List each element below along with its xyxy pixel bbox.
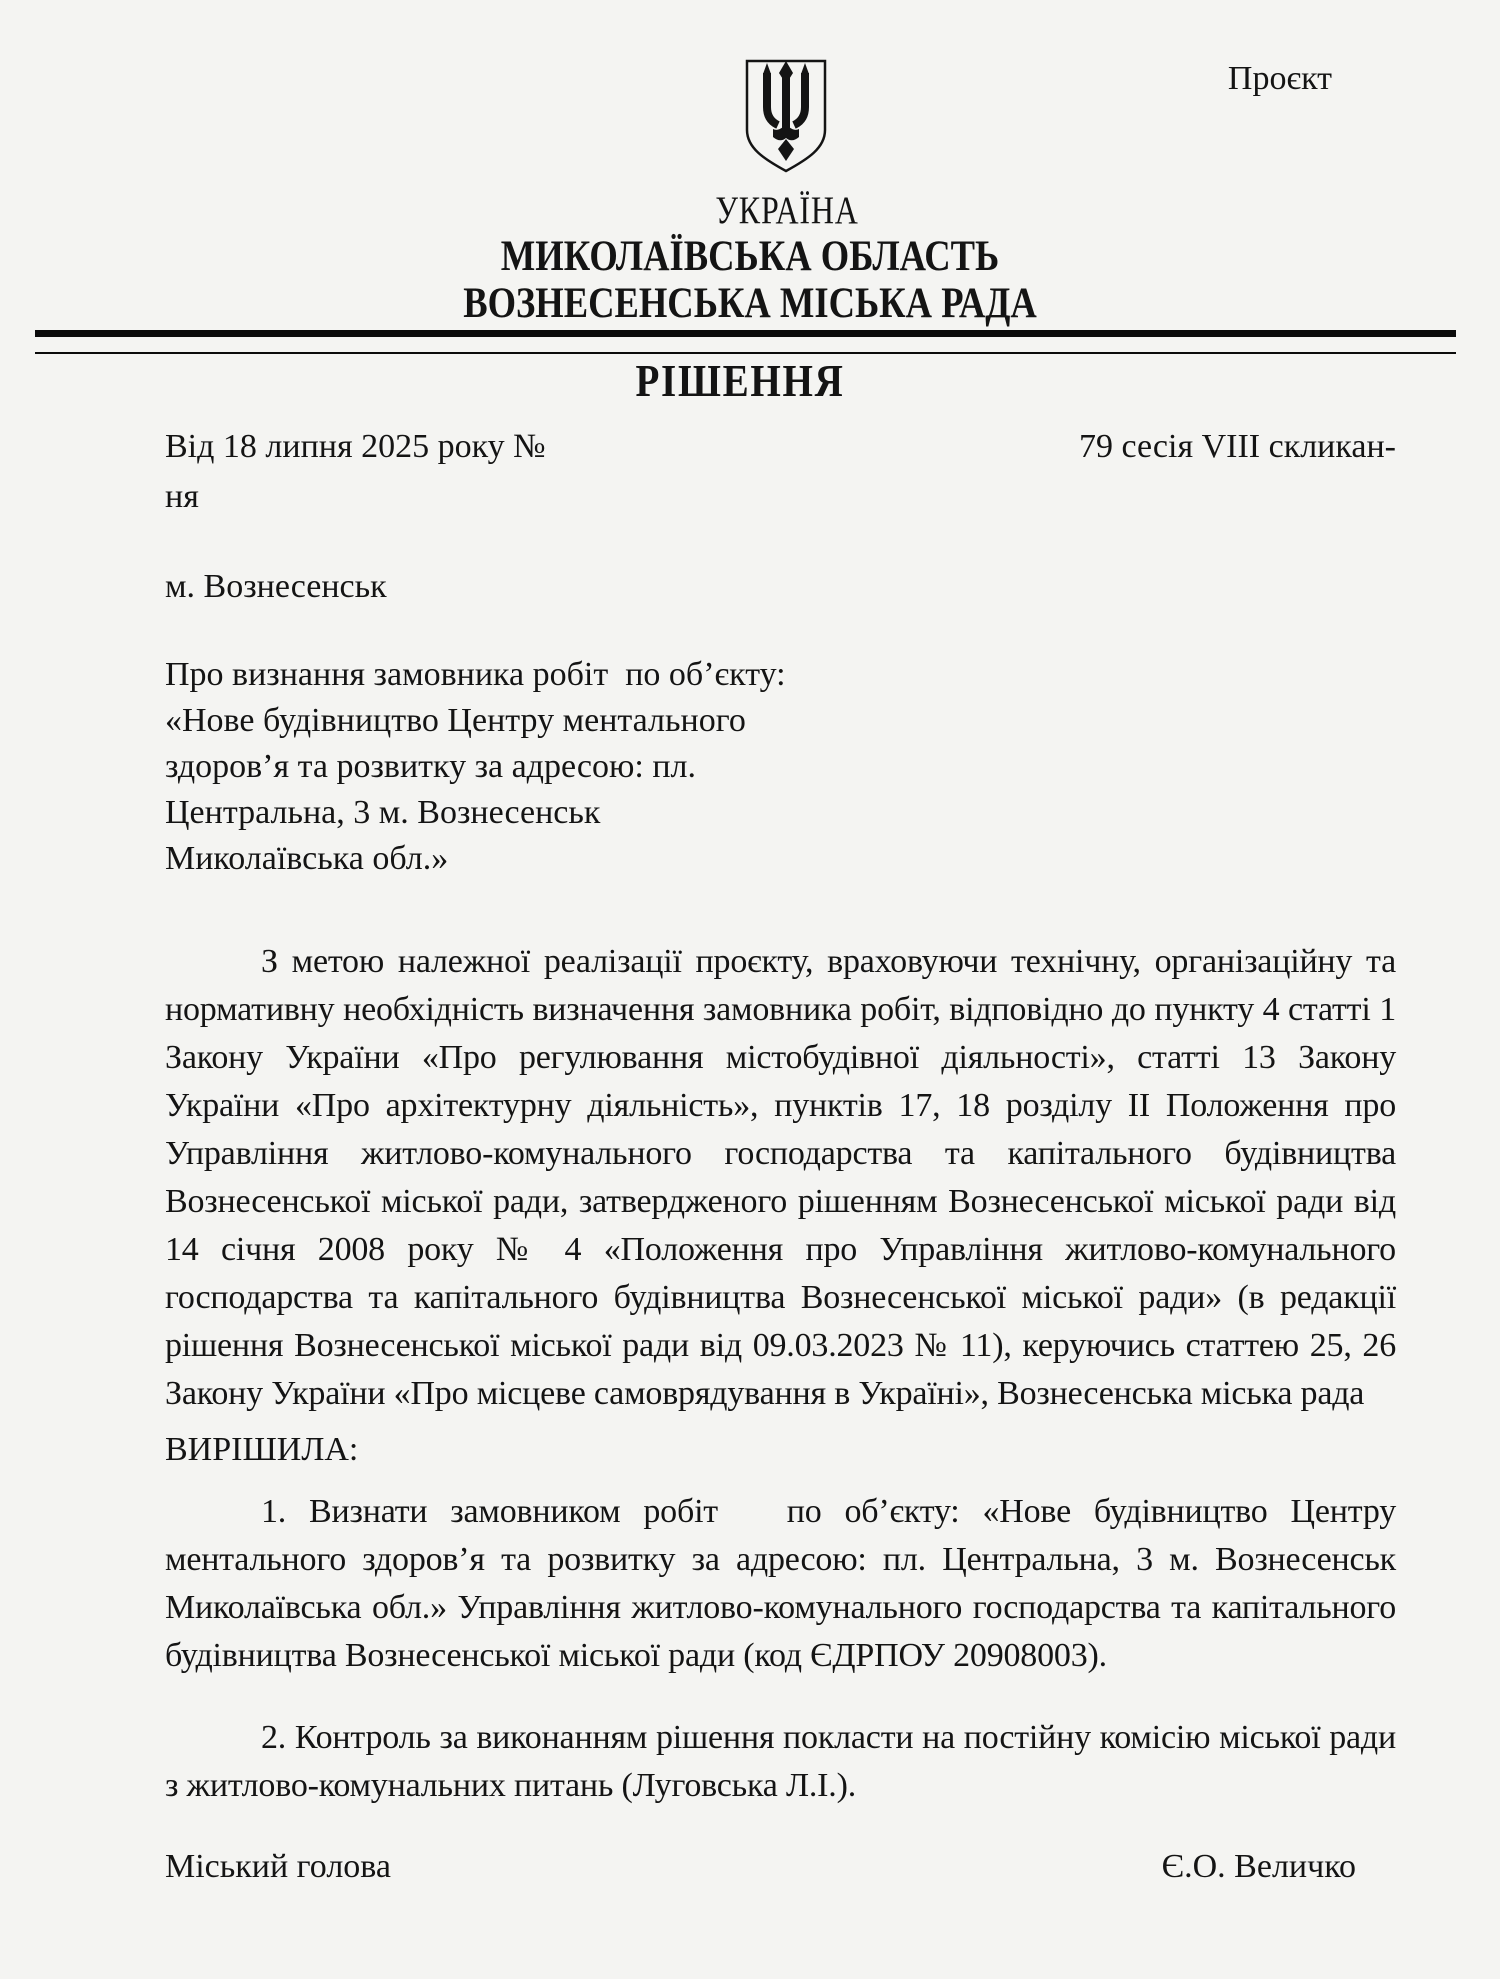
date-session-row — [165, 428, 1396, 466]
preamble-paragraph: З метою належної реалізації проєкту, враховуючи технічну, організаційну та нормативну необхідність визначення замовника робіт, відповідно до пункту 4 статті 1 Закону України «Про регулювання містобудівної діяльності», статті 13 Закону України «Про архітектурну діяльність», пунктів 17, 18 розділу II Положення про Управління житлово-комунального господарства та капітального будівництва Вознесенської міської ради, затвердженого рішенням Вознесенської міської ради від 14 січня 2008 року № 4 «Положення про Управління житлово-комунального господарства та капітального будівництва Вознесенської міської ради» (в редакції рішення Вознесенської міської ради від 09.03.2023 № 11), керуючись статтею 25, 26 Закону України «Про місцеве самоврядування в Україні», Вознесенська міська рада — [165, 943, 1396, 1412]
signature-row — [165, 1848, 1396, 1886]
header-region: МИКОЛАЇВСЬКА ОБЛАСТЬ — [500, 233, 1000, 280]
project-draft-label: Проєкт — [1227, 60, 1332, 97]
header-country: УКРАЇНА — [715, 189, 859, 232]
decision-item-2: 2. Контроль за виконанням рішення покласти на постійну комісію міської ради з житлово-комунальних питань (Луговська Л.І.). — [165, 1719, 1396, 1804]
document-type-title: РІШЕННЯ — [635, 355, 845, 406]
resolved-label: ВИРІШИЛА: — [165, 1431, 359, 1468]
subject-line: Про визнання замовника робіт по об’єкту: — [165, 656, 786, 693]
date-number-line: Від 18 липня 2025 року № — [165, 428, 546, 465]
place-line: м. Вознесенськ — [165, 568, 387, 605]
signatory-title: Міський голова — [165, 1848, 391, 1885]
ukraine-tryzub-icon — [741, 58, 831, 174]
subject-line: Центральна, 3 м. Вознесенськ — [165, 794, 601, 831]
document-body — [165, 938, 1396, 1886]
session-line: 79 сесія VIII скликан- — [1078, 428, 1396, 465]
header-council: ВОЗНЕСЕНСЬКА МІСЬКА РАДА — [463, 280, 1037, 327]
subject-line: здоров’я та розвитку за адресою: пл. — [165, 748, 697, 785]
subject-line: Миколаївська обл.» — [165, 840, 449, 877]
session-line-carryover: ня — [165, 478, 199, 515]
signatory-name: Є.О. Величко — [1161, 1848, 1356, 1885]
subject-block — [165, 652, 786, 882]
decision-item-1: 1. Визнати замовником робіт по об’єкту: «Нове будівництво Центру ментального здоров’я та розвитку за адресою: пл. Центральна, 3 м. Вознесенськ Миколаївська обл.» Управління житлово-комунального господарства та капітального будівництва Вознесенської міської ради (код ЄДРПОУ 20908003). — [165, 1493, 1396, 1674]
subject-line: «Нове будівництво Центру ментального — [165, 702, 746, 739]
letterhead-divider — [35, 330, 1456, 354]
